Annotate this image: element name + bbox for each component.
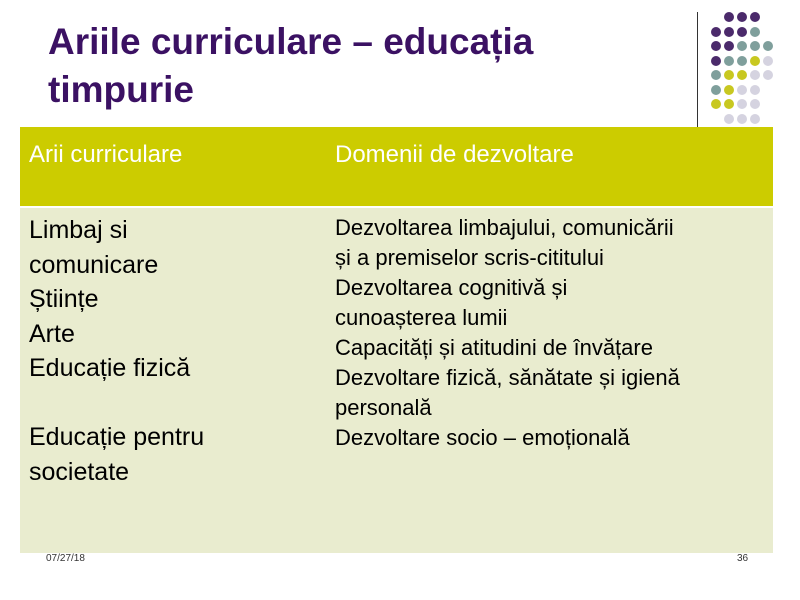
development-domains-cell (335, 213, 765, 453)
decorative-dot (711, 41, 721, 51)
decorative-dot (737, 114, 747, 124)
table-header-row (20, 127, 773, 208)
decorative-dot (750, 41, 760, 51)
decorative-dot (724, 114, 734, 124)
decorative-dot (763, 41, 773, 51)
table-header-curricular-areas: Arii curriculare (29, 141, 183, 168)
footer-date: 07/27/18 (46, 553, 85, 564)
decorative-dot (750, 12, 760, 22)
decorative-dot (750, 27, 760, 37)
slide-title-line-2: timpurie (48, 69, 194, 110)
cell-line: Dezvoltare socio – emoțională (335, 425, 630, 450)
decorative-dot (724, 56, 734, 66)
cell-line: Științe (29, 285, 99, 313)
decorative-dot (737, 41, 747, 51)
decorative-dot (724, 12, 734, 22)
curricular-areas-cell (29, 213, 319, 489)
decorative-dot (737, 99, 747, 109)
cell-line: și a premiselor scris-cititului (335, 245, 604, 270)
cell-line: Educație pentru (29, 423, 205, 451)
decorative-dot (724, 85, 734, 95)
footer-page-number: 36 (737, 553, 749, 564)
cell-line: comunicare (29, 250, 159, 279)
slide-title-line-1: Ariile curriculare – educația (48, 21, 534, 62)
cell-line: Dezvoltarea cognitivă și (335, 275, 568, 300)
decorative-dot (750, 99, 760, 109)
decorative-dot (711, 99, 721, 109)
cell-line: personală (335, 395, 432, 420)
decorative-dot (737, 12, 747, 22)
decorative-dot (737, 56, 747, 66)
slide-title (48, 18, 668, 114)
cell-line: Capacități și atitudini de învățare (335, 335, 653, 360)
cell-line: Arte (29, 319, 75, 348)
decorative-dot (724, 99, 734, 109)
cell-line: Dezvoltare fizică, sănătate și igienă (335, 365, 680, 390)
decorative-dot (711, 85, 721, 95)
decorative-dot (711, 27, 721, 37)
decorative-dot (711, 56, 721, 66)
decorative-dot (750, 70, 760, 80)
cell-line: Educație fizică (29, 354, 191, 382)
decorative-dot (750, 114, 760, 124)
decorative-dot-grid (711, 12, 777, 132)
cell-line-blank (29, 386, 319, 421)
decorative-dot (724, 27, 734, 37)
curriculum-table (20, 127, 773, 553)
decorative-dot (711, 70, 721, 80)
cell-line: Dezvoltarea limbajului, comunicării (335, 215, 674, 240)
decorative-dot (750, 85, 760, 95)
decorative-dot (737, 85, 747, 95)
decorative-dot (724, 70, 734, 80)
cell-line: cunoașterea lumii (335, 305, 508, 330)
decorative-dot (724, 41, 734, 51)
decorative-dot (763, 56, 773, 66)
cell-line: Limbaj si (29, 216, 128, 244)
cell-line: societate (29, 457, 130, 486)
decorative-dot (763, 70, 773, 80)
table-header-development-domains: Domenii de dezvoltare (335, 141, 574, 168)
decorative-divider (697, 12, 698, 132)
decorative-dot (737, 27, 747, 37)
decorative-dot (737, 70, 747, 80)
decorative-dot (750, 56, 760, 66)
